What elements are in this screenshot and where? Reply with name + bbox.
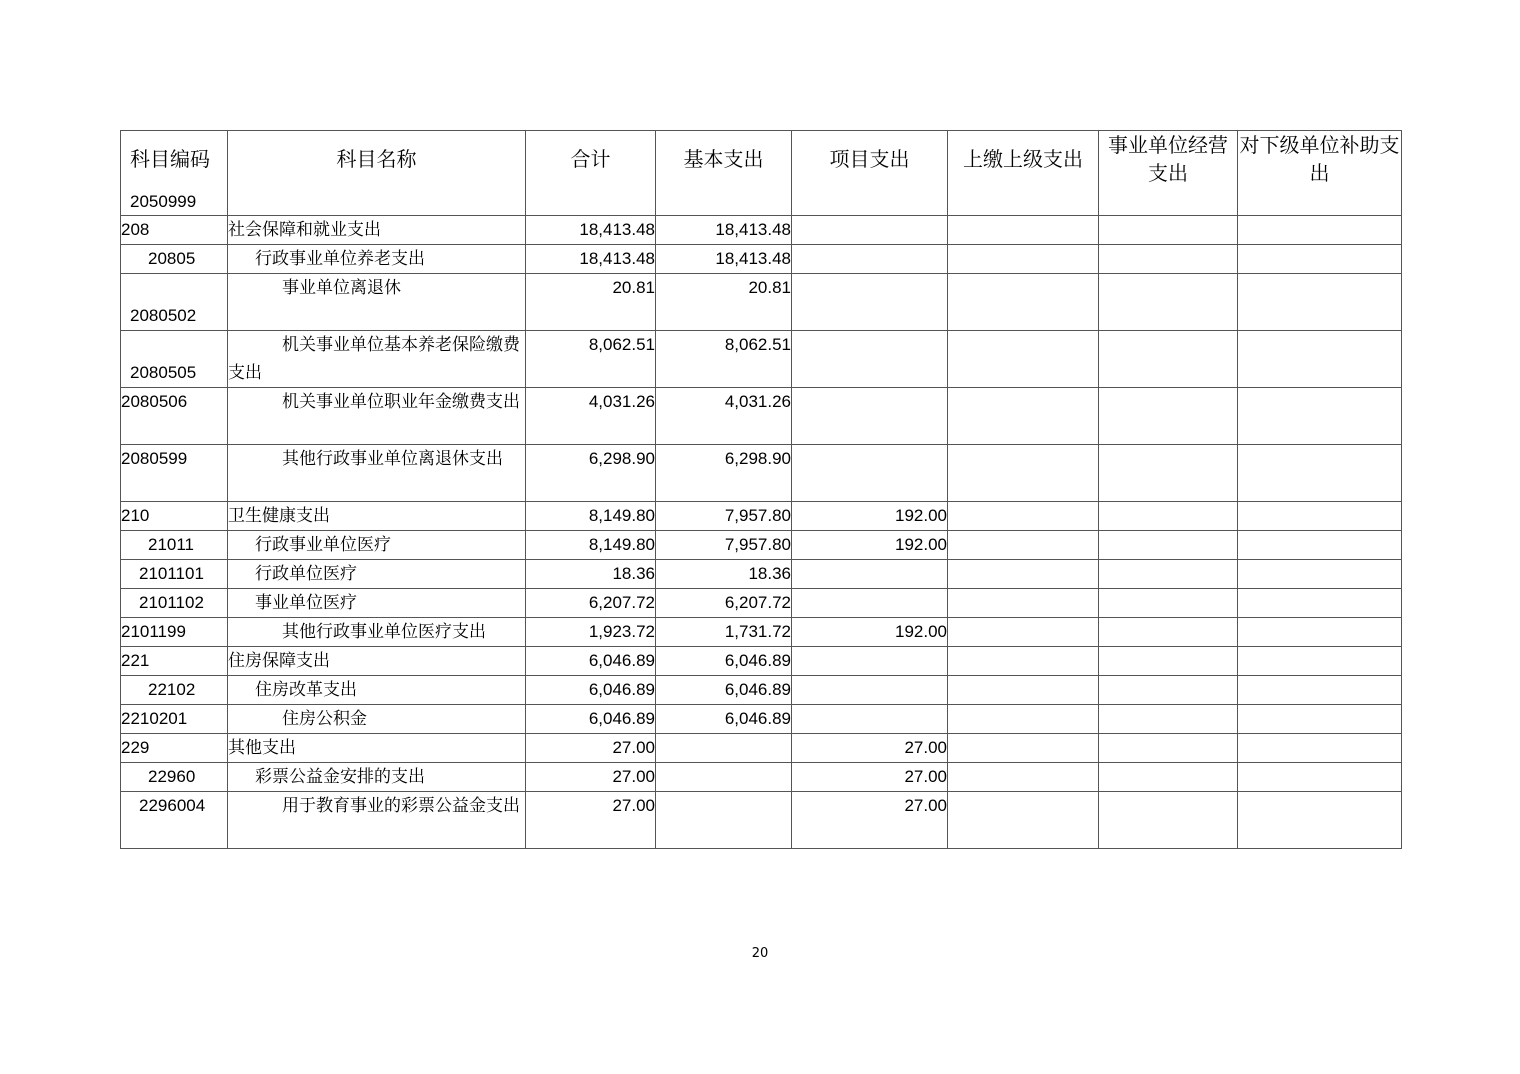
header-subsidy: 对下级单位补助支出 [1238,131,1402,216]
table-row [121,560,1402,589]
row-subsidy [1238,245,1402,274]
table-row [121,531,1402,560]
row-basic: 8,062.51 [656,331,792,388]
row-code: 229 [121,734,228,763]
row-project: 27.00 [792,763,948,792]
row-upper [948,502,1099,531]
row-name: 机关事业单位职业年金缴费支出 [228,388,526,445]
row-subsidy [1238,502,1402,531]
row-code: 210 [121,502,228,531]
row-name: 社会保障和就业支出 [228,216,526,245]
row-upper [948,560,1099,589]
table-row [121,216,1402,245]
row-code-value: 2080505 [130,363,197,382]
header-code-carry: 2050999 [130,192,197,211]
row-business [1099,647,1238,676]
row-total: 6,207.72 [526,589,656,618]
header-code-label: 科目编码 [130,147,210,171]
table-row [121,388,1402,445]
row-subsidy [1238,792,1402,849]
row-upper [948,589,1099,618]
table-row [121,618,1402,647]
row-upper [948,445,1099,502]
row-basic: 18,413.48 [656,216,792,245]
header-row [121,131,1402,216]
table-row [121,502,1402,531]
row-basic [656,734,792,763]
row-upper [948,274,1099,331]
row-basic: 6,298.90 [656,445,792,502]
row-basic: 6,046.89 [656,705,792,734]
row-subsidy [1238,560,1402,589]
row-project [792,388,948,445]
row-subsidy [1238,531,1402,560]
row-name: 住房保障支出 [228,647,526,676]
row-business [1099,792,1238,849]
row-business [1099,502,1238,531]
row-basic: 18.36 [656,560,792,589]
row-project [792,216,948,245]
row-project [792,676,948,705]
row-name: 其他行政事业单位医疗支出 [228,618,526,647]
row-subsidy [1238,763,1402,792]
row-upper [948,705,1099,734]
row-project [792,589,948,618]
row-business [1099,331,1238,388]
row-name: 事业单位医疗 [228,589,526,618]
row-code: 21011 [121,531,228,560]
row-project [792,647,948,676]
row-upper [948,763,1099,792]
row-code: 2080506 [121,388,228,445]
header-upper: 上缴上级支出 [948,131,1099,216]
row-name: 彩票公益金安排的支出 [228,763,526,792]
page-number: 20 [751,946,769,961]
row-total: 27.00 [526,763,656,792]
row-name: 事业单位离退休 [228,274,526,331]
row-name: 行政事业单位医疗 [228,531,526,560]
row-upper [948,245,1099,274]
row-project: 27.00 [792,734,948,763]
table-row [121,445,1402,502]
row-project [792,705,948,734]
row-name: 行政事业单位养老支出 [228,245,526,274]
row-project [792,274,948,331]
row-basic: 6,207.72 [656,589,792,618]
row-total: 1,923.72 [526,618,656,647]
table-row [121,274,1402,331]
row-subsidy [1238,647,1402,676]
row-subsidy [1238,388,1402,445]
expenditure-table [120,130,1402,849]
row-project [792,245,948,274]
header-code [121,131,228,216]
row-basic: 1,731.72 [656,618,792,647]
row-total: 6,046.89 [526,647,656,676]
row-project [792,445,948,502]
row-total: 18,413.48 [526,216,656,245]
row-project [792,560,948,589]
row-basic: 6,046.89 [656,676,792,705]
row-business [1099,734,1238,763]
row-total: 20.81 [526,274,656,331]
row-business [1099,705,1238,734]
row-total: 18.36 [526,560,656,589]
header-basic: 基本支出 [656,131,792,216]
row-business [1099,618,1238,647]
row-total: 6,046.89 [526,705,656,734]
row-code: 2101102 [121,589,228,618]
row-code: 2080599 [121,445,228,502]
header-business: 事业单位经营支出 [1099,131,1238,216]
row-name: 机关事业单位基本养老保险缴费支出 [228,331,526,388]
row-project: 192.00 [792,531,948,560]
row-business [1099,216,1238,245]
row-business [1099,763,1238,792]
table-row [121,676,1402,705]
row-subsidy [1238,705,1402,734]
row-upper [948,216,1099,245]
row-project: 27.00 [792,792,948,849]
table-row [121,331,1402,388]
row-basic: 18,413.48 [656,245,792,274]
row-code: 20805 [121,245,228,274]
table-row [121,734,1402,763]
table-row [121,245,1402,274]
row-business [1099,445,1238,502]
row-upper [948,531,1099,560]
row-total: 8,149.80 [526,531,656,560]
row-name: 住房公积金 [228,705,526,734]
row-subsidy [1238,618,1402,647]
row-code: 22960 [121,763,228,792]
row-project: 192.00 [792,618,948,647]
table-row [121,763,1402,792]
row-code: 221 [121,647,228,676]
row-upper [948,388,1099,445]
row-code [121,274,228,331]
table-row [121,647,1402,676]
row-business [1099,560,1238,589]
row-code: 2101199 [121,618,228,647]
row-total: 27.00 [526,792,656,849]
header-name: 科目名称 [228,131,526,216]
row-business [1099,589,1238,618]
header-total: 合计 [526,131,656,216]
row-business [1099,676,1238,705]
row-code: 2101101 [121,560,228,589]
row-upper [948,792,1099,849]
row-subsidy [1238,216,1402,245]
row-total: 8,149.80 [526,502,656,531]
row-code: 208 [121,216,228,245]
row-basic: 7,957.80 [656,531,792,560]
row-project: 192.00 [792,502,948,531]
table-row [121,705,1402,734]
row-subsidy [1238,445,1402,502]
row-name: 卫生健康支出 [228,502,526,531]
row-subsidy [1238,589,1402,618]
row-code: 22102 [121,676,228,705]
row-code [121,331,228,388]
row-subsidy [1238,274,1402,331]
row-upper [948,676,1099,705]
row-subsidy [1238,734,1402,763]
row-total: 18,413.48 [526,245,656,274]
table-row [121,792,1402,849]
row-basic: 6,046.89 [656,647,792,676]
row-project [792,331,948,388]
row-basic [656,792,792,849]
row-code-value: 2080502 [130,306,197,325]
row-subsidy [1238,676,1402,705]
row-name: 住房改革支出 [228,676,526,705]
row-upper [948,331,1099,388]
row-business [1099,245,1238,274]
row-business [1099,274,1238,331]
row-upper [948,647,1099,676]
row-name: 行政单位医疗 [228,560,526,589]
row-total: 8,062.51 [526,331,656,388]
row-business [1099,531,1238,560]
header-project: 项目支出 [792,131,948,216]
row-name: 用于教育事业的彩票公益金支出 [228,792,526,849]
row-subsidy [1238,331,1402,388]
row-upper [948,734,1099,763]
row-basic: 20.81 [656,274,792,331]
row-name: 其他支出 [228,734,526,763]
row-code: 2296004 [121,792,228,849]
row-total: 4,031.26 [526,388,656,445]
row-upper [948,618,1099,647]
table-row [121,589,1402,618]
row-total: 6,298.90 [526,445,656,502]
row-name: 其他行政事业单位离退休支出 [228,445,526,502]
row-basic: 7,957.80 [656,502,792,531]
row-basic: 4,031.26 [656,388,792,445]
row-basic [656,763,792,792]
row-business [1099,388,1238,445]
row-total: 27.00 [526,734,656,763]
row-total: 6,046.89 [526,676,656,705]
row-code: 2210201 [121,705,228,734]
